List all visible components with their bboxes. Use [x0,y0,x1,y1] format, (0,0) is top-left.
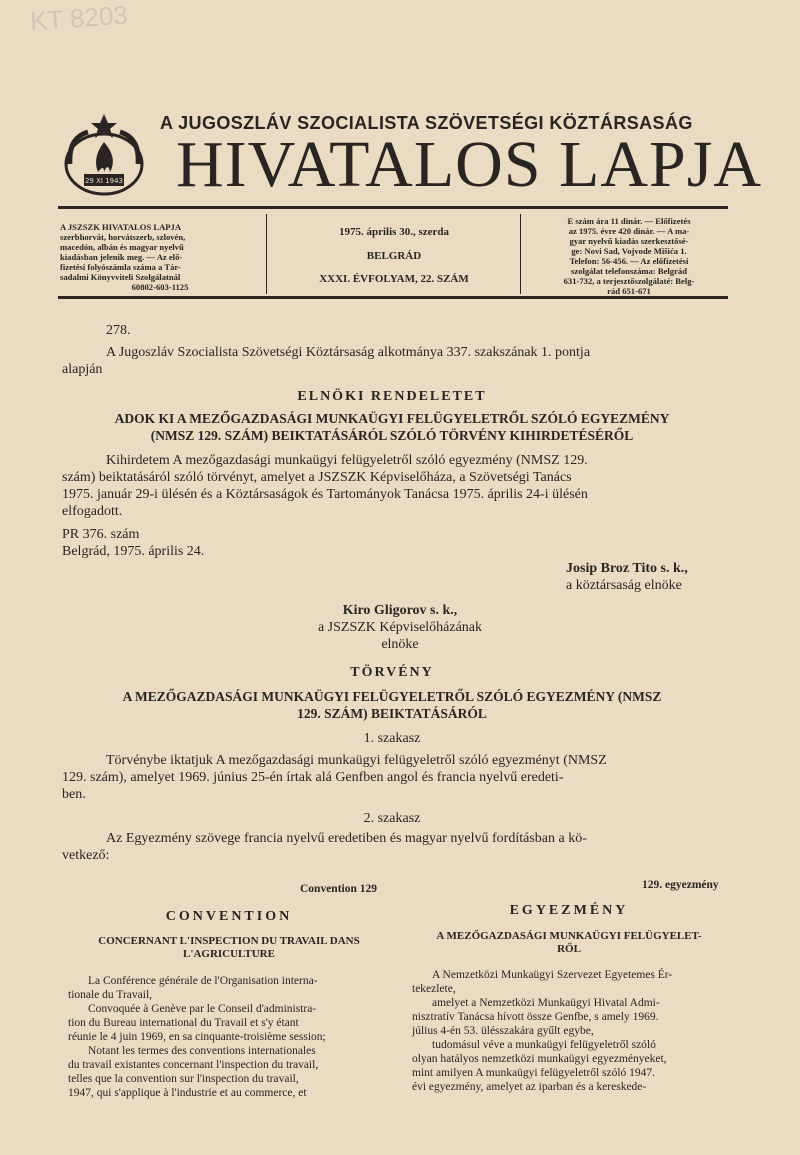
masthead-divider-right [520,214,521,294]
header-rule-bottom [58,296,728,299]
signer1: Josip Broz Tito s. k., a köztársaság elnöke [566,561,688,593]
masthead-city: BELGRÁD [366,250,422,262]
masthead-left: A JSZSZK HIVATALOS LAPJA szerbhorvát, horvátszerb, szlovén, macedón, albán és magyar nyelvű kiadásban jelenik meg. — Az elő- fizetési folyószámla száma a Tár- sadalmi Könyvviteli Szolgálatnál 60802-603-1125 [60,222,189,292]
emblem-date: 29 XI 1943 [84,177,124,185]
right-column-label: 129. egyezmény [642,879,719,891]
masthead-volume: XXXI. ÉVFOLYAM, 22. SZÁM [319,273,469,285]
left-column-text: La Conférence générale de l'Organisation interna- tionale du Travail, Convoquée à Genève par le Conseil d'administra- tion du Bureau international du Travail et s'y étant réunie le 4 juin 1969, en sa cinquante-troisième session; Notant les termes des conventions internationales du travail existantes concernant l'inspection du travail, telles que la convention sur l'inspection du travail, 1947, qui s'applique à l'industrie et au commerce, et [68,975,326,1099]
header-supertitle: A JUGOSZLÁV SZOCIALISTA SZÖVETSÉGI KÖZTÁRSASÁG [160,113,693,133]
section2-text: Az Egyezmény szövege francia nyelvű eredetiben és magyar nyelvű fordításban a kö- vetkező: [62,831,587,863]
decree-intro: A Jugoszláv Szocialista Szövetségi Köztársaság alkotmánya 337. szakszának 1. pontja alapján [62,345,591,377]
section1-text: Törvénybe iktatjuk A mezőgazdasági munkaügyi felügyeletről szóló egyezményt (NMSZ 129. szám), amelyet 1969. június 25-én írtak alá Genfben angol és francia nyelvű eredeti- ben. [62,753,607,802]
left-column-label: Convention 129 [300,883,377,895]
decree-ref: PR 376. szám Belgrád, 1975. április 24. [62,527,205,559]
decree-subheading: ADOK KI A MEZŐGAZDASÁGI MUNKAÜGYI FELÜGYELETRŐL SZÓLÓ EGYEZMÉNY (NMSZ 129. SZÁM) BEIKTATÁSÁRÓL SZÓLÓ TÖRVÉNY KIHIRDETÉSÉRŐL [114,411,670,443]
masthead-right: E szám ára 11 dinár. — Előfizetés az 1975. évre 420 dinár. — A ma- gyar nyelvű kiadás szerkesztősé- ge: Novi Sad, Vojvode Mišića 1. Telefon: 56-456. — Az előfizetési szolgálat telefonszáma: Belgrád 631-732, a terjesztőszolgálaté: Belg- rád 651-671 [563,216,695,296]
right-column-text: A Nemzetközi Munkaügyi Szervezet Egyetemes Ér- tekezlete, amelyet a Nemzetközi Munkaügyi Hivatal Admi- nisztratív Tanácsa hívott össze Genfbe, s amely 1969. július 4-én 53. ülésszakára gyűlt egybe, tudomásul véve a munkaügyi felügyeletről szóló olyan hatályos nemzetközi munkaügyi egyezményeket, mint amilyen A munkaügyi felügyeletről szóló 1947. évi egyezmény, amelyet az iparban és a kereskede- [412,969,673,1093]
left-column-title: CONVENTION [165,909,293,924]
decree-text: Kihirdetem A mezőgazdasági munkaügyi felügyeletről szóló egyezmény (NMSZ 129. szám) beiktatásáról szóló törvényt, amelyet a JSZSZK Képviselőháza, a Szövetségi Tanács 1975. január 29-i ülésén és a Köztársaságok és Tartományok Tanácsa 1975. április 24-i ülésén elfogadott. [62,453,588,519]
decree-heading: ELNÖKI RENDELETET [297,389,487,404]
right-column-title: EGYEZMÉNY [509,903,629,918]
state-emblem-icon [58,108,150,204]
signer2: Kiro Gligorov s. k., a JSZSZK Képviselőházának elnöke [317,603,483,652]
archive-stamp: KT 8203 [29,0,129,37]
decree-number: 278. [106,323,131,338]
masthead-date: 1975. április 30., szerda [339,226,449,238]
header-rule-top [58,206,728,209]
left-column-subtitle: CONCERNANT L'INSPECTION DU TRAVAIL DANS L'AGRICULTURE [98,935,360,960]
section1-title: 1. szakasz [363,731,421,746]
law-subheading: A MEZŐGAZDASÁGI MUNKAÜGYI FELÜGYELETRŐL SZÓLÓ EGYEZMÉNY (NMSZ 129. SZÁM) BEIKTATÁSÁRÓL [122,689,662,721]
right-column-subtitle: A MEZŐGAZDASÁGI MUNKAÜGYI FELÜGYELET- RŐL [436,930,702,955]
section2-title: 2. szakasz [363,811,421,826]
page-title: HIVATALOS LAPJA [176,128,763,201]
law-heading: TÖRVÉNY [350,665,434,680]
masthead-divider-left [266,214,267,294]
